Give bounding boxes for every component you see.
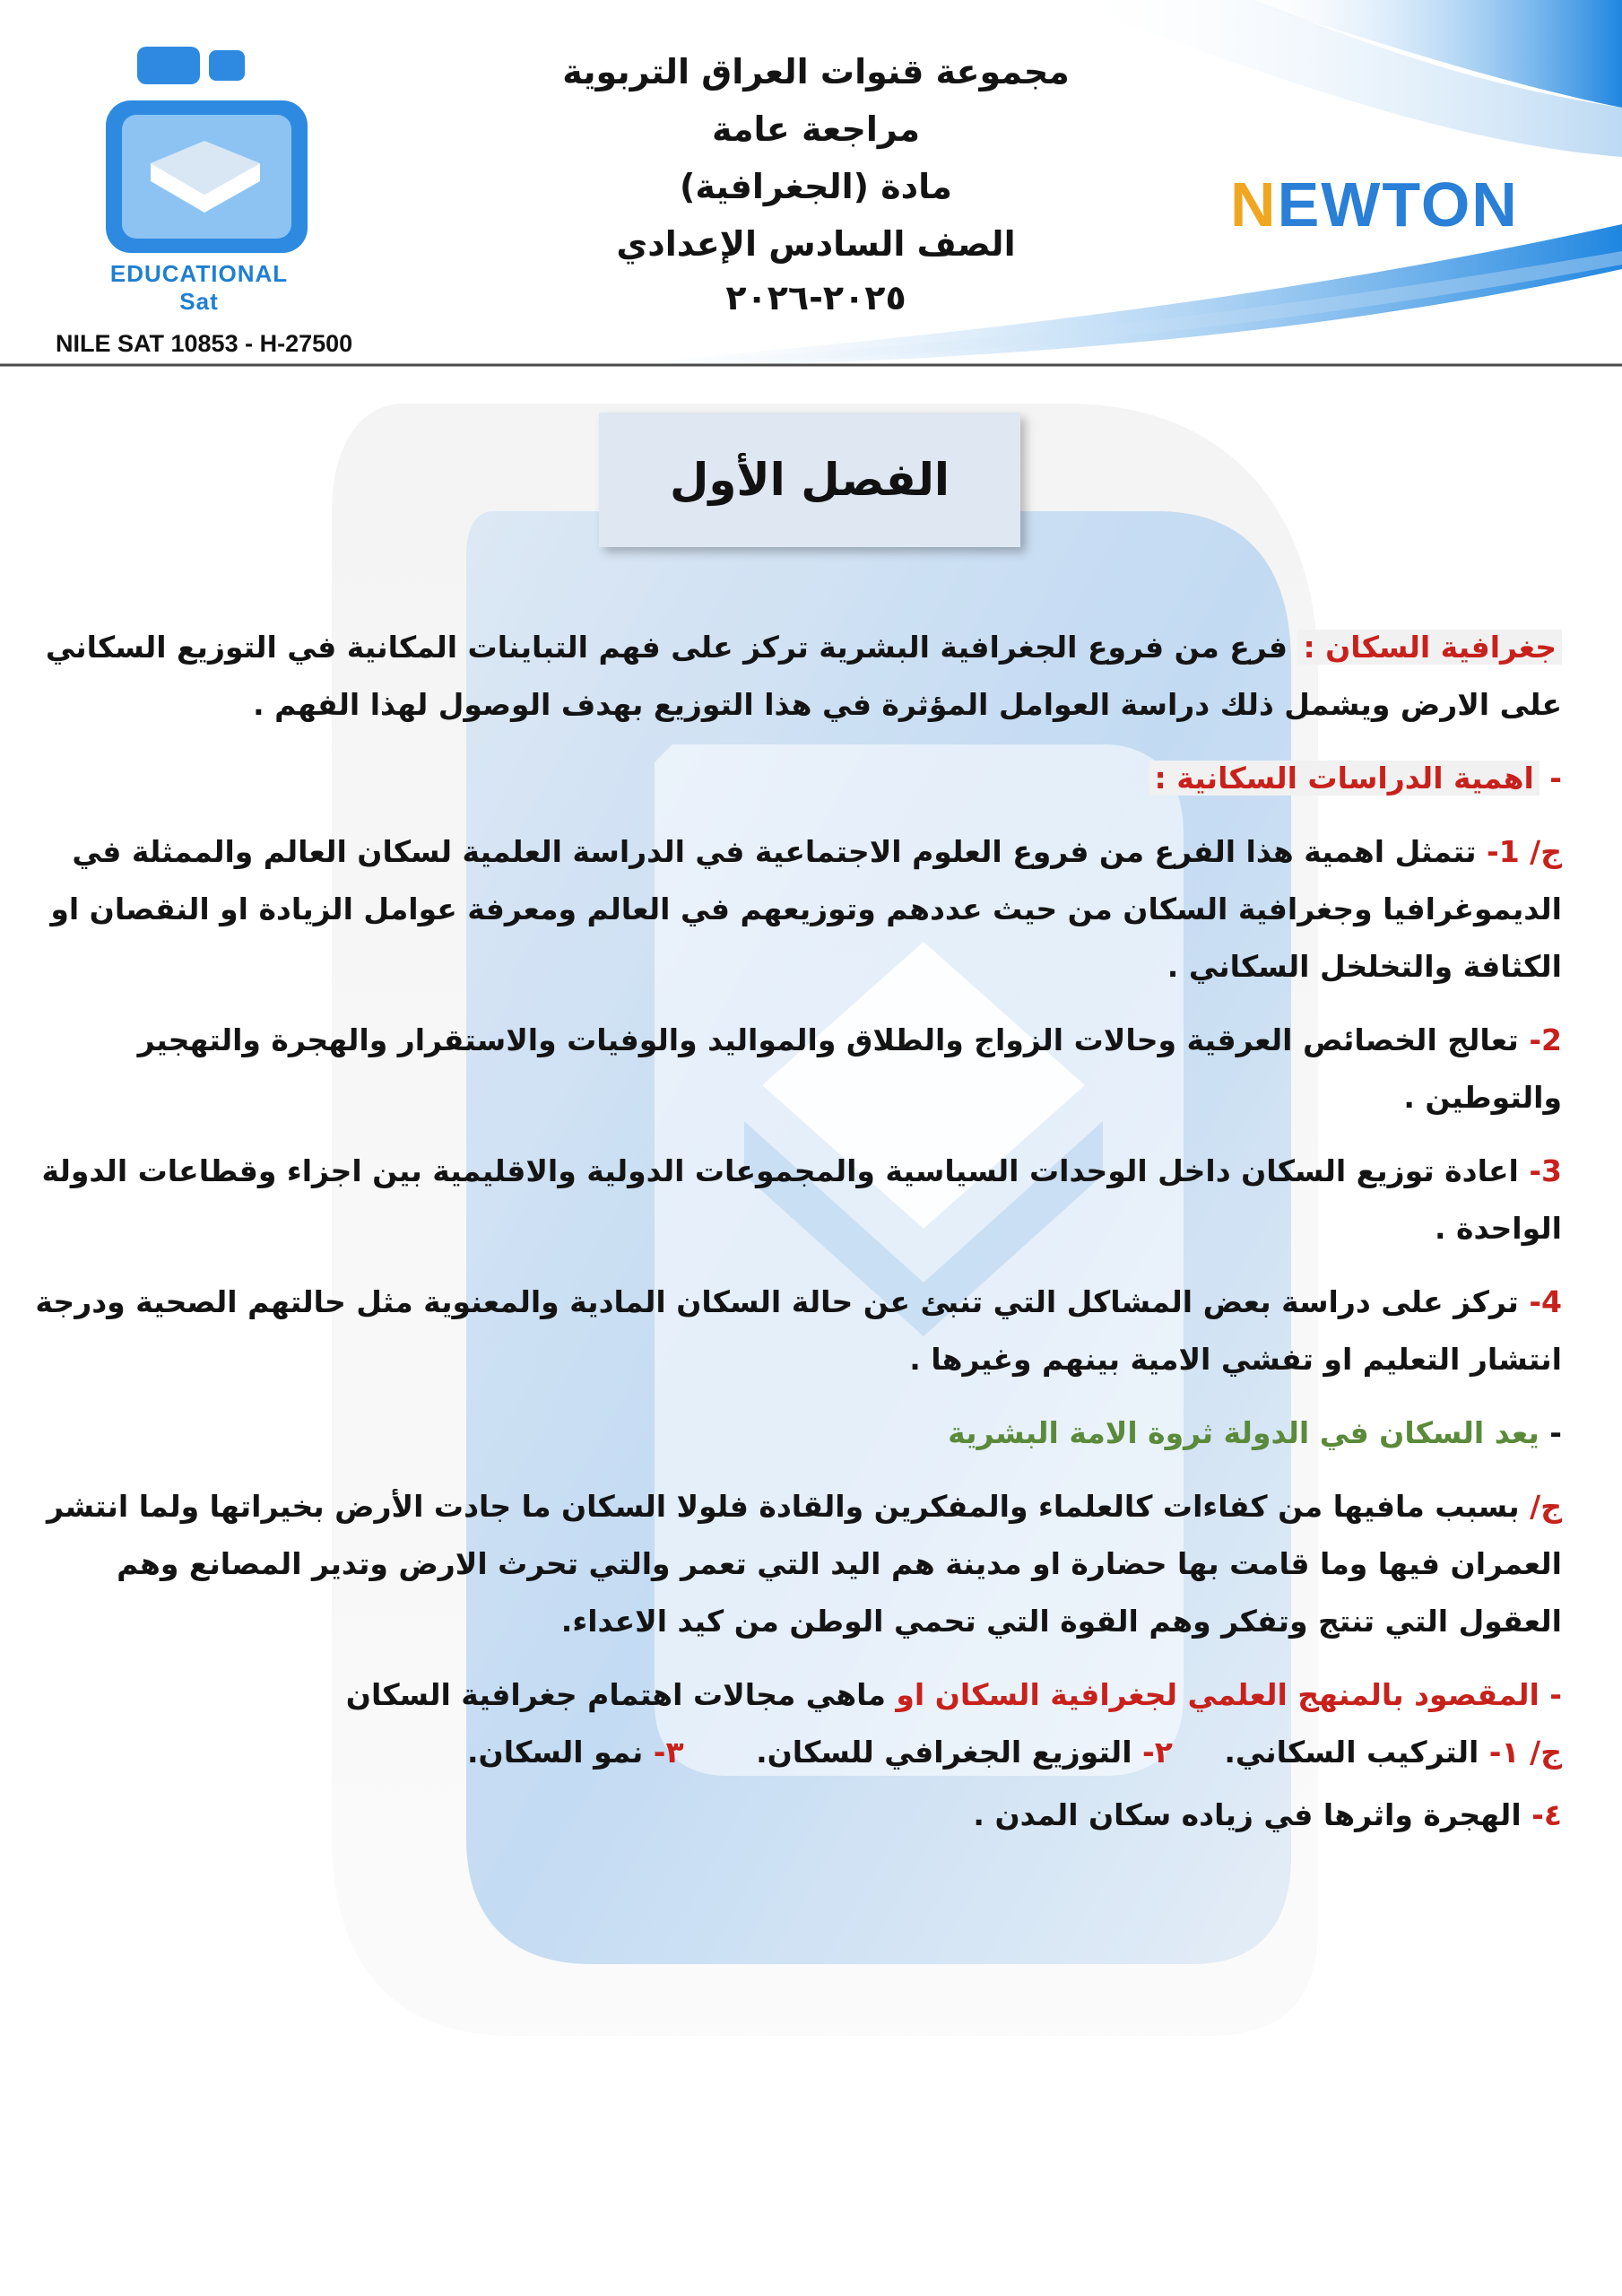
question-1 xyxy=(27,750,1562,807)
definition-paragraph xyxy=(27,619,1562,734)
header-title-block xyxy=(538,43,1094,323)
header-title-line-3: مادة (الجغرافية) xyxy=(680,167,952,206)
definition-term: جغرافية السكان : xyxy=(1297,630,1562,665)
question-2-dash: - xyxy=(1549,1415,1562,1450)
newton-logo xyxy=(1230,169,1519,240)
answer-6-item-1-number: ١- xyxy=(1488,1735,1520,1770)
definition-text: فرع من فروع الجغرافية البشرية تركز على فهم التباينات المكانية في التوزيع السكاني على الارض ويشمل ذلك دراسة العوامل المؤثرة في هذا التوزيع بهدف الوصول لهذا الفهم . xyxy=(45,630,1562,722)
answer-5 xyxy=(27,1478,1562,1650)
question-3 xyxy=(27,1666,1562,1724)
header-title-line-4: الصف السادس الإعدادي xyxy=(616,224,1016,264)
question-1-title: اهمية الدراسات السكانية : xyxy=(1149,761,1540,796)
question-3-red-part: - المقصود بالمنهج العلمي لجغرافية السكان او xyxy=(896,1677,1562,1712)
answer-6-item-3-number: ٣- xyxy=(653,1735,684,1770)
question-2-title: يعد السكان في الدولة ثروة الامة البشرية xyxy=(948,1415,1540,1450)
answer-6-prefix: ج/ xyxy=(1530,1735,1562,1770)
answer-6 xyxy=(27,1724,1562,1781)
edu-logo-text: EDUCATIONAL Sat xyxy=(109,260,289,315)
answer-1-text: تتمثل اهمية هذا الفرع من فروع العلوم الاجتماعية في الدراسة العلمية لسكان العالم والممثلة في الديموغرافيا وجغرافية السكان من حيث عددهم وتوزيعهم في العالم ومعرفة عوامل الزيادة او النقصان او الكثافة والتخلخل السكاني . xyxy=(50,834,1562,984)
header-title-line-1: مجموعة قنوات العراق التربوية xyxy=(562,52,1070,91)
answer-6-item-2-number: ٢- xyxy=(1142,1735,1173,1770)
header-title-line-2: مراجعة عامة xyxy=(711,109,921,149)
newton-logo-n: N xyxy=(1230,170,1278,239)
answer-6-item-4-number: ٤- xyxy=(1531,1797,1562,1832)
answer-5-prefix: ج/ xyxy=(1530,1489,1562,1524)
answer-4 xyxy=(27,1274,1562,1388)
nilesat-frequency: NILE SAT 10853 - H-27500 xyxy=(56,330,353,357)
answer-6-item-4 xyxy=(27,1787,1562,1844)
answer-6-item-1-text: التركيب السكاني. xyxy=(1224,1735,1479,1770)
answer-6-item-4-text: الهجرة واثرها في زياده سكان المدن . xyxy=(973,1797,1522,1832)
answer-3-number: 3- xyxy=(1529,1153,1562,1188)
answer-1 xyxy=(27,823,1562,996)
answer-2-text: تعالج الخصائص العرقية وحالات الزواج والطلاق والمواليد والوفيات والاستقرار والهجرة والتهجير والتوطين . xyxy=(137,1022,1562,1115)
header-year: ٢٠٢٥-٢٠٢٦ xyxy=(725,278,906,317)
answer-5-text: بسبب مافيها من كفاءات كالعلماء والمفكرين والقادة فلولا السكان ما جادت الأرض بخيراتها ولما انتشر العمران فيها وما قامت بها حضارة او مدينة هم اليد التي تعمر والتي تحرث الارض وتدير المصانع وهم العقول التي تنتج وتفكر وهم القوة التي تحمي الوطن من كيد الاعداء. xyxy=(46,1489,1562,1639)
newton-logo-rest: EWTON xyxy=(1277,170,1519,239)
answer-4-text: تركز على دراسة بعض المشاكل التي تنبئ عن حالة السكان المادية والمعنوية مثل حالتهم الصحية ودرجة انتشار التعليم او تفشي الامية بينهم وغيرها . xyxy=(35,1284,1562,1377)
chapter-title-box xyxy=(599,413,1020,547)
answer-2-number: 2- xyxy=(1529,1022,1562,1057)
answer-4-number: 4- xyxy=(1529,1284,1562,1319)
question-2 xyxy=(27,1405,1562,1462)
answer-2 xyxy=(27,1012,1562,1126)
answer-6-item-3-text: نمو السكان. xyxy=(467,1735,644,1770)
answer-3-text: اعادة توزيع السكان داخل الوحدات السياسية والمجموعات الدولية والاقليمية بين اجزاء وقطاعات الدولة الواحدة . xyxy=(41,1153,1562,1246)
document-body xyxy=(27,619,1562,1860)
question-1-dash: - xyxy=(1549,761,1562,796)
chapter-title: الفصل الأول xyxy=(669,454,950,506)
answer-6-item-2-text: التوزيع الجغرافي للسكان. xyxy=(756,1735,1132,1770)
answer-1-prefix: ج/ 1- xyxy=(1487,834,1562,869)
question-3-black-part: ماهي مجالات اهتمام جغرافية السكان xyxy=(345,1677,886,1712)
educational-sat-logo xyxy=(97,38,312,289)
answer-3 xyxy=(27,1143,1562,1257)
page-header xyxy=(0,0,1622,368)
